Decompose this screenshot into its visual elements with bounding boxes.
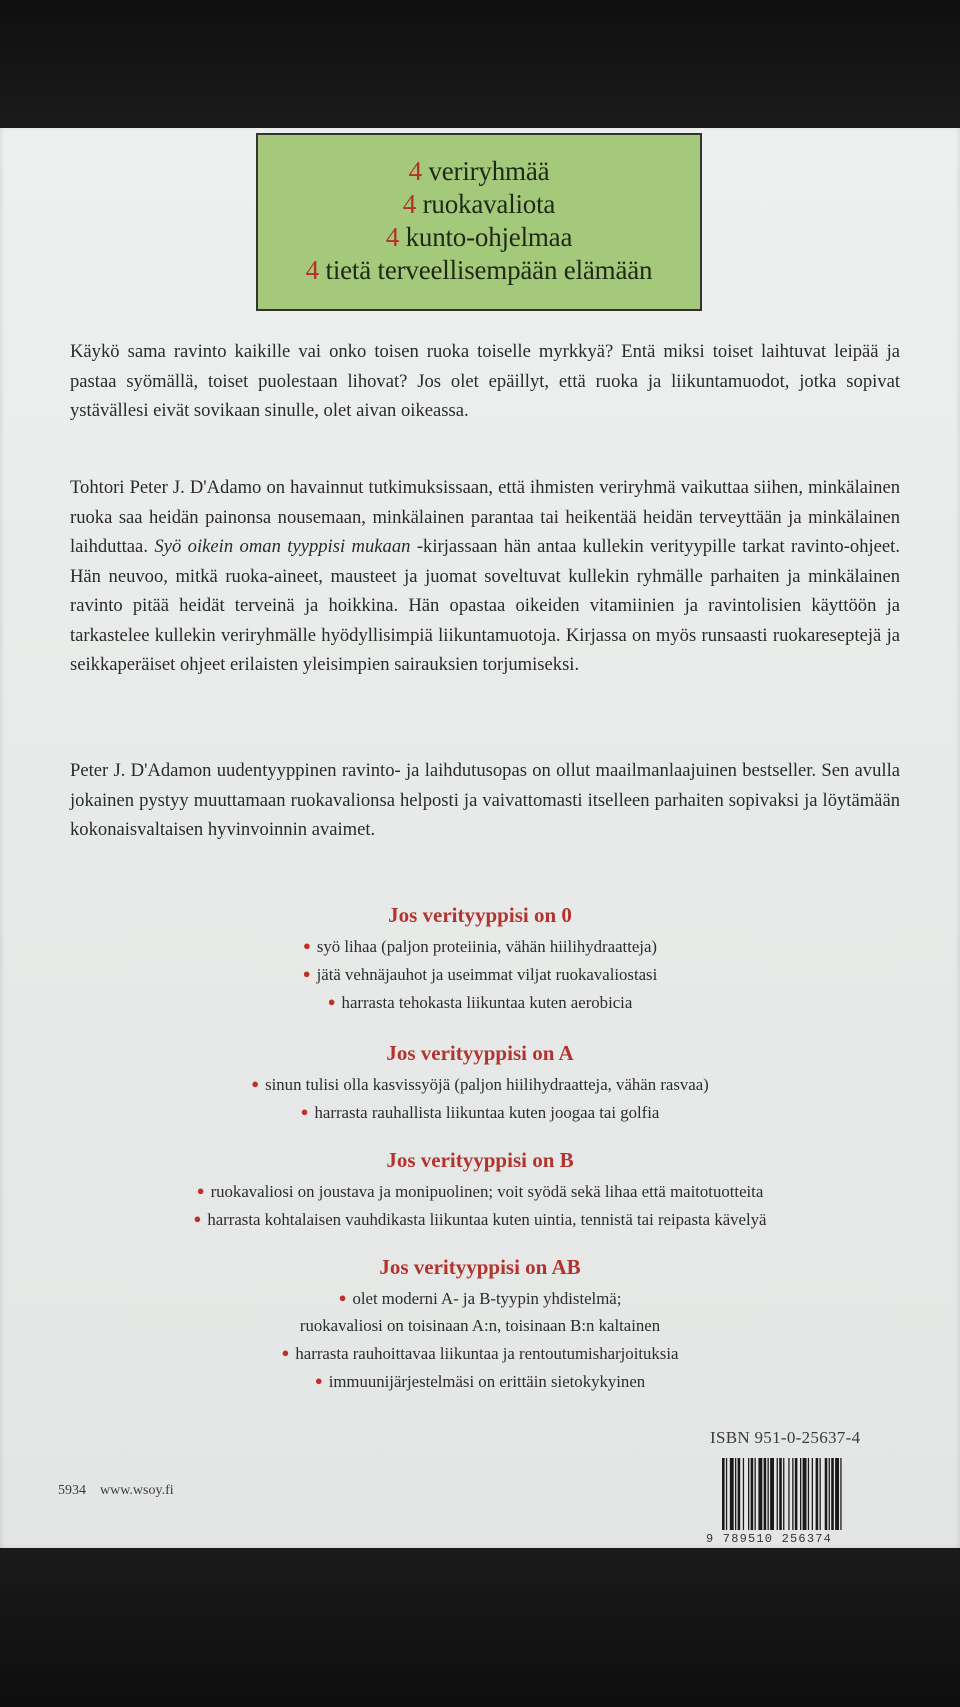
tagline-number: 4 <box>385 222 400 252</box>
blood-type-item <box>0 1339 960 1367</box>
barcode <box>722 1458 880 1530</box>
blood-type-b-section <box>0 1145 960 1233</box>
blood-type-item-text: harrasta tehokasta liikuntaa kuten aerobicia <box>341 993 633 1012</box>
blood-type-item <box>0 988 960 1016</box>
barcode-bar <box>816 1458 819 1530</box>
barcode-bar <box>783 1458 784 1530</box>
tagline-text: ruokavaliota <box>416 189 556 219</box>
blood-type-item <box>0 960 960 988</box>
tagline-text: veriryhmää <box>421 156 550 186</box>
bullet-icon: ● <box>251 1076 260 1091</box>
book-back-cover <box>0 128 960 1552</box>
tagline-text: tietä terveellisempään elämään <box>318 255 653 285</box>
bullet-icon: ● <box>314 1373 323 1388</box>
barcode-bar <box>831 1458 834 1530</box>
barcode-bar <box>825 1458 828 1530</box>
bullet-icon: ● <box>281 1345 290 1360</box>
barcode-bar <box>788 1458 789 1530</box>
barcode-bar <box>722 1458 725 1530</box>
barcode-bar <box>743 1458 744 1530</box>
blood-type-ab-section <box>0 1252 960 1395</box>
tagline-number: 4 <box>402 189 417 219</box>
blood-type-item <box>0 1098 960 1126</box>
bestseller-paragraph: Peter J. D'Adamon uudentyyppinen ravinto- ja laihdutusopas on ollut maailmanlaajuinen bestseller. Sen avulla jokainen pystyy muuttamaan ruokavalionsa helposti ja vaivattomasti itselleen parhaiten sopivaksi ja löytämään kokonaisvaltaisen hyvinvoinnin avaimet. <box>70 760 900 840</box>
barcode-bar <box>738 1458 741 1530</box>
blood-type-item-text: jätä vehnäjauhot ja useimmat viljat ruokavaliostasi <box>316 965 658 984</box>
product-code: 5934 <box>58 1483 86 1498</box>
tagline-line <box>258 221 700 254</box>
bullet-icon: ● <box>327 994 336 1009</box>
book-title-italic: Syö oikein oman tyyppisi mukaan <box>154 536 411 557</box>
bullet-icon: ● <box>193 1211 202 1226</box>
blood-type-item-text: harrasta rauhallista liikuntaa kuten joogaa tai golfia <box>314 1103 660 1122</box>
blood-type-item-text: immuunijärjestelmäsi on erittäin sietokykyinen <box>328 1372 646 1391</box>
blood-type-0-section <box>0 900 960 1016</box>
barcode-bar <box>764 1458 767 1530</box>
publisher-footer <box>58 1483 188 1499</box>
bullet-icon: ● <box>302 938 311 953</box>
blood-type-a-section <box>0 1038 960 1126</box>
barcode-bar <box>840 1458 841 1530</box>
blood-type-item <box>0 1312 960 1339</box>
barcode-bar <box>835 1458 839 1530</box>
barcode-bar <box>792 1458 793 1530</box>
blood-type-item-text: harrasta kohtalaisen vauhdikasta liikuntaa kuten uintia, tennistä tai reipasta kävelyä <box>207 1210 767 1229</box>
blood-type-item <box>0 932 960 960</box>
blood-type-ab-title: Jos verityyppisi on AB <box>379 1255 581 1279</box>
blood-type-0-title: Jos verityyppisi on 0 <box>388 903 572 927</box>
barcode-bar <box>800 1458 801 1530</box>
background-top <box>0 0 960 132</box>
blood-type-item <box>0 1284 960 1312</box>
barcode-bar <box>795 1458 798 1530</box>
blood-type-item-text: ruokavaliosi on joustava ja monipuolinen; voit syödä sekä lihaa että maitotuotteita <box>210 1182 764 1201</box>
tagline-text: kunto-ohjelmaa <box>399 222 573 252</box>
barcode-bar <box>779 1458 782 1530</box>
blood-type-item <box>0 1177 960 1205</box>
barcode-bar <box>820 1458 821 1530</box>
tagline-line <box>258 254 700 287</box>
blood-type-item-text: harrasta rauhoittavaa liikuntaa ja rentoutumisharjoituksia <box>295 1344 679 1363</box>
author-text-before: Tohtori Peter J. D'Adamo on havainnut tutkimuksissaan, että ihmisten veriryhmä vaikuttaa siihen, minkälainen ruoka saa heidän painonsa nousemaan, minkälainen parantaa tai heikentää heidän terveyttään ja minkälainen laihduttaa. <box>70 477 900 557</box>
barcode-bar <box>808 1458 809 1530</box>
blood-type-item-text: ruokavaliosi on toisinaan A:n, toisinaan B:n kaltainen <box>299 1316 661 1335</box>
author-paragraph <box>70 473 900 680</box>
barcode-bar <box>730 1458 734 1530</box>
blood-type-item-text: sinun tulisi olla kasvissyöjä (paljon hiilihydraatteja, vähän rasvaa) <box>265 1075 709 1094</box>
barcode-bar <box>758 1458 762 1530</box>
barcode-bar <box>768 1458 769 1530</box>
blood-type-a-title: Jos verityyppisi on A <box>386 1041 574 1065</box>
tagline-line <box>258 155 700 188</box>
intro-paragraph: Käykö sama ravinto kaikille vai onko toisen ruoka toiselle myrkkyä? Entä miksi toiset laihtuvat leipää ja pastaa syömällä, toiset puolestaan lihovat? Jos olet epäillyt, että ruoka ja liikuntamuodot, jotka sopivat ystävällesi eivät sovikaan sinulle, olet aivan oikeassa. <box>70 341 900 421</box>
bullet-icon: ● <box>302 966 311 981</box>
bullet-icon: ● <box>196 1183 205 1198</box>
blood-type-item-text: syö lihaa (paljon proteiinia, vähän hiilihydraatteja) <box>316 937 658 956</box>
barcode-digits: 9 789510 256374 <box>706 1532 833 1546</box>
barcode-bar <box>755 1458 756 1530</box>
author-text-after: -kirjassaan hän antaa kullekin verityypille tarkat ravinto-ohjeet. Hän neuvoo, mitkä ruoka-aineet, mausteet ja juomat soveltuvat kullekin ryhmälle parhaiten ja minkälainen ravinto pitää heidät terveinä ja hoikkina. Hän opastaa oikeiden vitamiinien ja ravintolisien käyttöön ja tarkastelee kullekin veriryhmälle hyödyllisimpiä liikuntamuotoja. Kirjassa on myös runsaasti ruokareseptejä ja seikkaperäiset ohjeet erilaisten yleisimpien sairauksien torjumiseksi. <box>70 536 900 675</box>
barcode-bar <box>812 1458 813 1530</box>
blood-type-item <box>0 1367 960 1395</box>
barcode-bar <box>735 1458 736 1530</box>
tagline-number: 4 <box>305 255 319 285</box>
tagline-box <box>256 133 702 311</box>
barcode-bar <box>748 1458 749 1530</box>
barcode-bar <box>829 1458 830 1530</box>
isbn-label: ISBN 951-0-25637-4 <box>710 1428 861 1447</box>
publisher-website: www.wsoy.fi <box>100 1483 174 1498</box>
bullet-icon: ● <box>300 1104 309 1119</box>
blood-type-item <box>0 1070 960 1098</box>
blood-type-item-text: olet moderni A- ja B-tyypin yhdistelmä; <box>352 1289 622 1308</box>
tagline-number: 4 <box>408 156 422 186</box>
tagline-line <box>258 188 700 221</box>
bullet-icon: ● <box>338 1290 347 1305</box>
barcode-bar <box>751 1458 754 1530</box>
barcode-bar <box>770 1458 774 1530</box>
blood-type-b-title: Jos verityyppisi on B <box>386 1148 574 1172</box>
blood-type-item <box>0 1205 960 1233</box>
barcode-bar <box>777 1458 778 1530</box>
barcode-bar <box>803 1458 807 1530</box>
background-bottom <box>0 1548 960 1707</box>
barcode-bar <box>726 1458 727 1530</box>
